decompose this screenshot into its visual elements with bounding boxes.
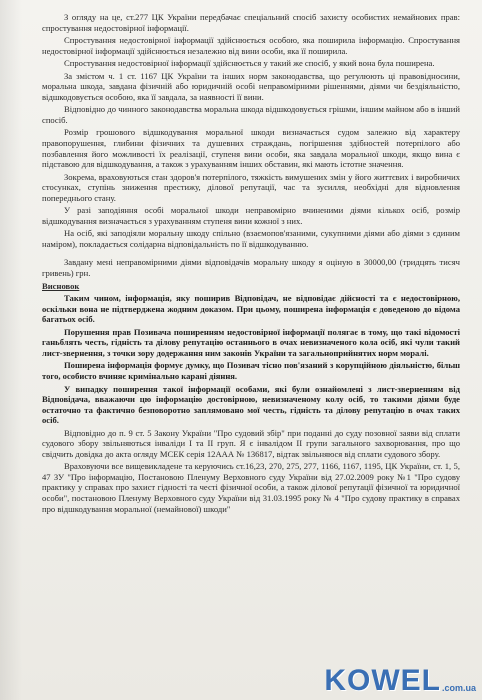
document-paragraph: Спростування недостовірної інформації здійснюється у такий же спосіб, у який вона була поширена. [64, 58, 435, 69]
document-paragraph: Враховуючи все вищевикладене та керуючись ст.16,23, 270, 275, 277, 1166, 1167, 1195, ЦК України, ст. 1, 5, 47 ЗУ "Про інформацію, Постановою Пленуму Верховного суду України від 27.02.2009 року №1 "Про судову практику у справах про захист гідності та честі фізичної особи, а також ділової репутації фізичної та юридичної особи", постановою Пленуму Верховного суду України від 31.03.1995 року № 4 "Про судову практику в справах про відшкодування моральної (немайнової) шкоди" [42, 461, 460, 514]
document-paragraph: У випадку поширення такої інформації особами, які були ознайомлені з лист-зверненням від Відповідача, вважаючи цю інформацію достовірною, невизначеному колу осіб, то такими діями буде остаточно та фактично безповоротно заплямовано мої честь, гідність та ділову репутацію в очах таких осіб. [42, 383, 460, 426]
watermark-domain: .com.ua [441, 683, 476, 693]
document-paragraph: Поширена інформація формує думку, що Позивач тісно пов'язаний з корупційною діяльністю, більш того, особисто вчиняє кримінально карані діяння. [42, 360, 460, 381]
section-heading: Висновок [42, 280, 80, 291]
document-body [42, 12, 460, 516]
document-paragraph: У разі заподіяння особі моральної шкоди неправомірно вчиненими діями кількох осіб, розмір відшкодування визначається з урахуванням ступеня вини кожної з них. [42, 205, 460, 226]
document-paragraph: Розмір грошового відшкодування моральної шкоди визначається судом залежно від характеру правопорушення, глибини фізичних та душевних страждань, погіршення здібностей потерпілого або позбавлення його можливості їх реалізації, ступеня вини особи, яка завдала моральної шкоди, якщо вина є підставою для відшкодування, а також з урахуванням інших обставин, які мають істотне значення. [42, 127, 460, 170]
site-watermark [324, 666, 476, 696]
document-paragraph: Зокрема, враховуються стан здоров'я потерпілого, тяжкість вимушених змін у його життєвих і виробничих стосунках, ступінь зниження престижу, ділової репутації, час та зусилля, необхідні для відновлення попереднього стану. [42, 171, 460, 203]
document-paragraph: Спростування недостовірної інформації здійснюється особою, яка поширила інформацію. Спростування недостовірної інформації здійснюється незалежно від вини особи, яка її поширила. [42, 35, 460, 56]
document-paragraph: Відповідно до п. 9 ст. 5 Закону України "Про судовий збір" при поданні до суду позовної заяви від сплати судового збору звільняються інваліди І та ІІ груп. Я є інвалідом ІІ групи загального захворювання, про що свідчить довідка до акта огляду МСЕК серія 12ААА № 136817, відтак звільняюся від сплати судового збору. [42, 427, 460, 459]
document-paragraph: За змістом ч. 1 ст. 1167 ЦК України та інших норм законодавства, що регулюють ці правовідносини, моральна шкода, завдана фізичній або юридичній особі неправомірними рішеннями, діями чи бездіяльністю, відшкодовується особою, яка її завдала, за наявності її вини. [42, 70, 460, 102]
document-paragraph: На осіб, які заподіяли моральну шкоду спільно (взаємопов'язаними, сукупними діями або діями з єдиним наміром), покладається солідарна відповідальність по її відшкодуванню. [42, 228, 460, 249]
document-paragraph: Таким чином, інформація, яку поширив Відповідач, не відповідає дійсності та є недостовірною, оскільки вона не підтверджена жодним доказом. При цьому, поширена інформація є доведеною до відома багатьох осіб. [42, 293, 460, 325]
scan-edge-shadow [0, 0, 22, 700]
document-paragraph: Завдану мені неправомірними діями відповідачів моральну шкоду я оціную в 30000,00 (тридцять тисяч гривень) грн. [42, 257, 460, 279]
document-paragraph: Відповідно до чинного законодавства моральна шкода відшкодовується грішми, іншим майном або в інший спосіб. [42, 104, 460, 125]
document-paragraph: З огляду на це, ст.277 ЦК України передбачає спеціальний спосіб захисту особистих немайнових прав: спростування недостовірної інформації. [42, 12, 460, 33]
document-paragraph: Порушення прав Позивача поширенням недостовірної інформації полягає в тому, що такі відомості ганьблять честь, гідність та ділову репутацію останнього в очах невизначеного кола осіб, які чули такий лист-звернення, з точки зору додержання ним законів України та загальноприйнятих норм моралі. [42, 326, 460, 358]
watermark-brand: KOWEL [324, 664, 441, 697]
